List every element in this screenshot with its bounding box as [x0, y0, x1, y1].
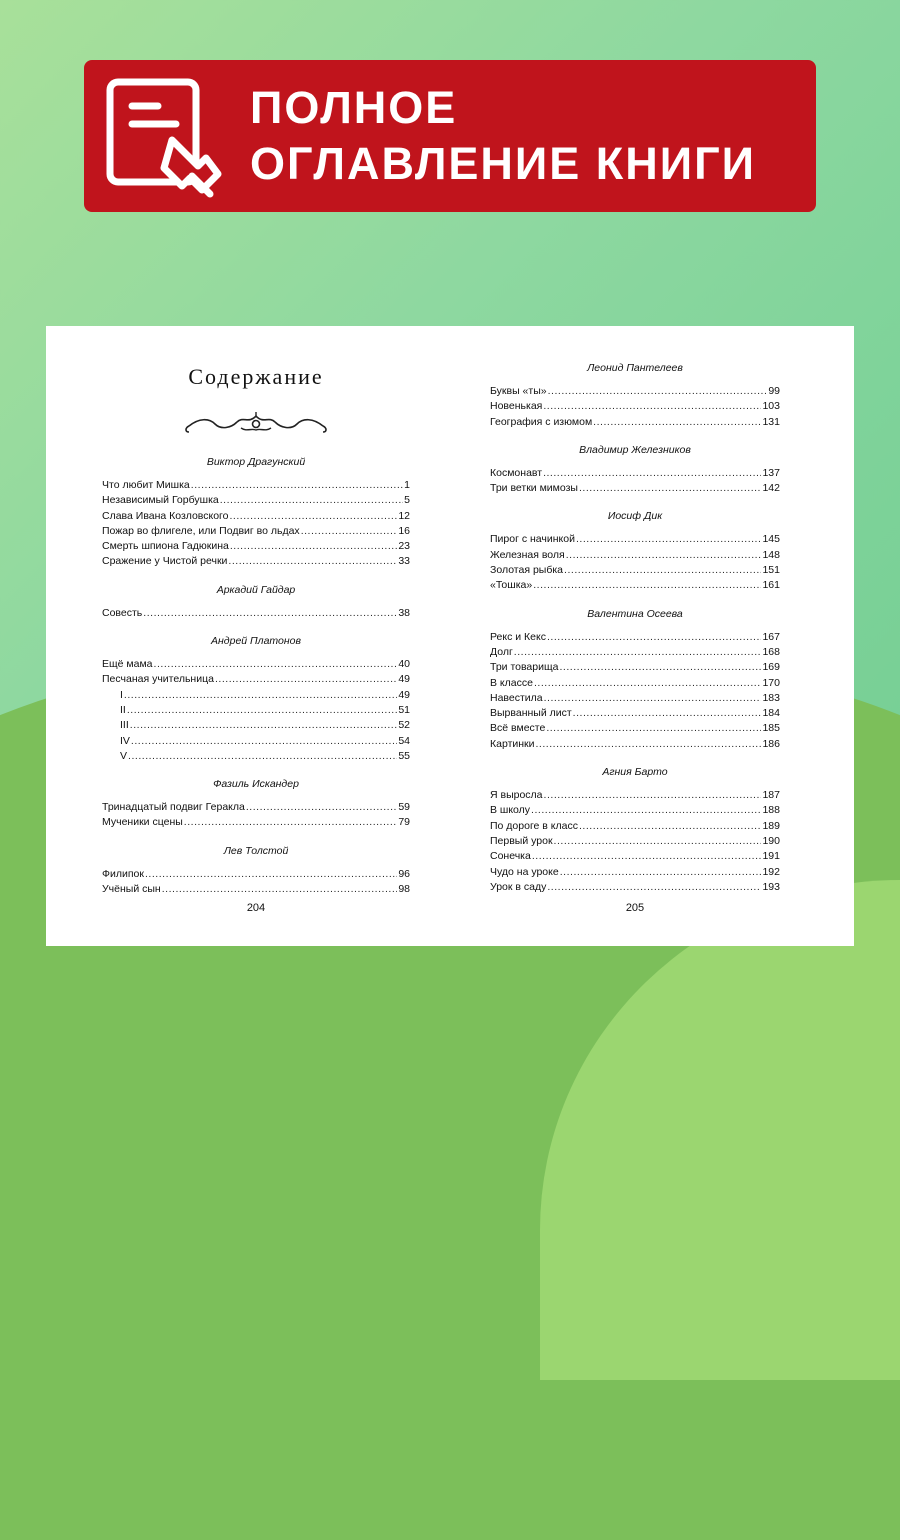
entry-page-number: 49: [398, 673, 410, 686]
entry-page-number: 16: [398, 524, 410, 537]
entry-title: Золотая рыбка: [490, 564, 564, 577]
toc-entry: [490, 466, 780, 481]
dot-leader: [573, 706, 762, 721]
entry-page-number: 38: [398, 606, 410, 619]
dot-leader: [554, 834, 762, 849]
entry-title: Космонавт: [490, 466, 543, 479]
entry-title: Чудо на уроке: [490, 865, 559, 878]
title-banner: [84, 60, 816, 212]
dot-leader: [162, 882, 398, 897]
dot-leader: [564, 563, 761, 578]
dot-leader: [532, 849, 762, 864]
dot-leader: [593, 415, 761, 430]
entry-title: Первый урок: [490, 834, 553, 847]
entry-page-number: 142: [762, 482, 780, 495]
entry-title: Пожар во флигеле, или Подвиг во льдах: [102, 524, 300, 537]
right-toc-list: [490, 362, 780, 895]
toc-entry: [102, 688, 410, 703]
dot-leader: [130, 718, 398, 733]
entry-title: В школу: [490, 804, 531, 817]
toc-entry: [490, 415, 780, 430]
dot-leader: [536, 737, 762, 752]
toc-entry: [490, 834, 780, 849]
banner-title-line2: ОГЛАВЛЕНИЕ КНИГИ: [250, 138, 756, 189]
entry-page-number: 191: [762, 850, 780, 863]
toc-entry: [102, 657, 410, 672]
toc-entry: [490, 706, 780, 721]
toc-entry: [102, 815, 410, 830]
toc-title: Содержание: [188, 364, 324, 389]
entry-title: География с изюмом: [490, 415, 593, 428]
toc-entry: [490, 481, 780, 496]
entry-title: Всё вместе: [490, 722, 546, 735]
left-toc-list: [102, 456, 410, 897]
entry-page-number: 23: [398, 540, 410, 553]
entry-title: Картинки: [490, 737, 535, 750]
entry-page-number: 193: [762, 880, 780, 893]
toc-entry: [102, 703, 410, 718]
toc-entry: [490, 532, 780, 547]
dot-leader: [145, 867, 397, 882]
entry-title: Ещё мама: [102, 658, 153, 671]
dot-leader: [576, 532, 762, 547]
dot-leader: [544, 691, 762, 706]
toc-entry: [102, 524, 410, 539]
dot-leader: [547, 630, 762, 645]
dot-leader: [154, 657, 398, 672]
entry-page-number: 79: [398, 816, 410, 829]
dot-leader: [230, 509, 398, 524]
document-hand-icon: [106, 78, 222, 198]
toc-entry: [102, 882, 410, 897]
dot-leader: [228, 554, 397, 569]
author-heading: Фазиль Искандер: [213, 778, 299, 791]
entry-title: Что любит Мишка: [102, 479, 190, 491]
toc-entry: [490, 691, 780, 706]
entry-page-number: 51: [398, 703, 410, 716]
author-heading: Лев Толстой: [223, 844, 289, 857]
dot-leader: [191, 478, 403, 493]
entry-title: Сонечка: [490, 850, 531, 863]
ornament-divider-icon: [181, 410, 331, 436]
entry-title: II: [120, 703, 126, 716]
entry-page-number: 5: [404, 494, 410, 507]
dot-leader: [534, 676, 762, 691]
dot-leader: [560, 865, 762, 880]
entry-page-number: 186: [762, 737, 780, 750]
toc-entry: [102, 672, 410, 687]
dot-leader: [230, 539, 397, 554]
banner-title-line1: ПОЛНОЕ: [250, 82, 458, 133]
toc-entry: [490, 384, 780, 399]
toc-entry: [490, 548, 780, 563]
entry-page-number: 167: [762, 630, 780, 643]
entry-title: Три ветки мимозы: [490, 482, 578, 495]
entry-page-number: 12: [398, 509, 410, 522]
dot-leader: [301, 524, 398, 539]
toc-entry: [490, 645, 780, 660]
dot-leader: [143, 606, 397, 621]
entry-page-number: 1: [404, 479, 410, 491]
dot-leader: [128, 749, 397, 764]
toc-entry: [102, 509, 410, 524]
entry-page-number: 161: [762, 579, 780, 592]
entry-title: Мученики сцены: [102, 816, 183, 829]
entry-title: Совесть: [102, 606, 143, 619]
dot-leader: [559, 660, 761, 675]
toc-entry: [102, 867, 410, 882]
entry-page-number: 170: [762, 676, 780, 689]
entry-title: IV: [120, 734, 130, 747]
dot-leader: [531, 803, 761, 818]
author-heading: Аркадий Гайдар: [216, 583, 296, 596]
toc-entry: [102, 800, 410, 815]
entry-title: Смерть шпиона Гадюкина: [102, 540, 229, 553]
dot-leader: [215, 672, 397, 687]
dot-leader: [579, 481, 762, 496]
entry-page-number: 54: [398, 734, 410, 747]
dot-leader: [544, 788, 762, 803]
entry-page-number: 190: [762, 834, 780, 847]
entry-page-number: 59: [398, 801, 410, 814]
entry-page-number: 99: [768, 385, 780, 397]
page-number-right: 205: [625, 902, 645, 914]
toc-entry: [102, 749, 410, 764]
toc-entry: [102, 493, 410, 508]
toc-entry: [490, 676, 780, 691]
entry-title: Независимый Горбушка: [102, 494, 219, 507]
entry-page-number: 169: [762, 661, 780, 674]
dot-leader: [124, 688, 397, 703]
author-heading: Виктор Драгунский: [206, 456, 306, 468]
entry-page-number: 49: [398, 688, 410, 701]
dot-leader: [546, 721, 761, 736]
dot-leader: [533, 578, 761, 593]
entry-title: I: [120, 688, 123, 701]
dot-leader: [127, 703, 397, 718]
toc-entry: [102, 718, 410, 733]
author-heading: Валентина Осеева: [587, 607, 683, 620]
toc-entry: [102, 539, 410, 554]
entry-title: Три товарища: [490, 661, 559, 674]
entry-title: Железная воля: [490, 548, 565, 561]
entry-page-number: 96: [398, 867, 410, 880]
author-heading: Леонид Пантелеев: [587, 362, 683, 374]
toc-entry: [490, 563, 780, 578]
entry-title: Урок в саду: [490, 880, 547, 893]
toc-entry: [102, 554, 410, 569]
entry-title: Я выросла: [490, 789, 543, 802]
entry-page-number: 98: [398, 883, 410, 896]
author-heading: Иосиф Дик: [607, 510, 663, 523]
entry-title: Учёный сын: [102, 883, 161, 896]
entry-page-number: 131: [762, 415, 780, 428]
entry-page-number: 103: [762, 400, 780, 413]
dot-leader: [548, 384, 768, 399]
dot-leader: [579, 819, 761, 834]
dot-leader: [543, 466, 761, 481]
entry-page-number: 187: [762, 789, 780, 802]
dot-leader: [543, 399, 761, 414]
entry-page-number: 188: [762, 804, 780, 817]
author-heading: Агния Барто: [602, 766, 668, 779]
entry-title: Навестила: [490, 691, 543, 704]
entry-page-number: 185: [762, 722, 780, 735]
entry-page-number: 183: [762, 691, 780, 704]
toc-entry: [490, 630, 780, 645]
entry-title: Вырванный лист: [490, 707, 572, 720]
dot-leader: [566, 548, 762, 563]
entry-title: V: [120, 749, 128, 762]
toc-entry: [490, 865, 780, 880]
toc-entry: [490, 819, 780, 834]
dot-leader: [246, 800, 397, 815]
entry-page-number: 192: [762, 865, 780, 878]
entry-title: В классе: [490, 676, 533, 689]
entry-page-number: 189: [762, 819, 780, 832]
entry-title: Тринадцатый подвиг Геракла: [102, 801, 245, 814]
toc-entry: [102, 606, 410, 621]
dot-leader: [514, 645, 762, 660]
entry-page-number: 55: [398, 749, 410, 762]
entry-title: Сражение у Чистой речки: [102, 555, 228, 568]
book-spread: [46, 326, 854, 946]
toc-entry: [490, 880, 780, 895]
toc-entry: [490, 578, 780, 593]
entry-page-number: 148: [762, 548, 780, 561]
author-heading: Владимир Железников: [579, 443, 691, 456]
entry-page-number: 33: [398, 555, 410, 568]
entry-page-number: 151: [762, 564, 780, 577]
dot-leader: [220, 493, 403, 508]
toc-entry: [490, 849, 780, 864]
entry-title: Буквы «ты»: [490, 385, 547, 397]
entry-title: Рекс и Кекс: [490, 630, 546, 643]
entry-title: «Тошка»: [490, 579, 533, 592]
entry-page-number: 137: [762, 466, 780, 479]
entry-title: Новенькая: [490, 400, 543, 413]
right-page: [490, 326, 780, 946]
toc-entry: [102, 734, 410, 749]
toc-entry: [490, 721, 780, 736]
entry-title: Пирог с начинкой: [490, 533, 575, 546]
toc-entry: [102, 478, 410, 493]
toc-entry: [490, 399, 780, 414]
entry-title: III: [120, 719, 129, 732]
entry-page-number: 52: [398, 719, 410, 732]
toc-entry: [490, 737, 780, 752]
entry-page-number: 184: [762, 707, 780, 720]
dot-leader: [184, 815, 398, 830]
entry-page-number: 168: [762, 645, 780, 658]
entry-title: Песчаная учительница: [102, 673, 214, 686]
entry-title: Филипок: [102, 867, 144, 880]
toc-entry: [490, 788, 780, 803]
author-heading: Андрей Платонов: [211, 635, 301, 648]
entry-title: По дороге в класс: [490, 819, 578, 832]
page-number-left: 204: [246, 902, 266, 914]
entry-title: Слава Ивана Козловского: [102, 509, 229, 522]
entry-page-number: 40: [398, 658, 410, 671]
entry-page-number: 145: [762, 533, 780, 546]
toc-entry: [490, 660, 780, 675]
entry-title: Долг: [490, 645, 513, 658]
dot-leader: [131, 734, 397, 749]
dot-leader: [547, 880, 761, 895]
toc-entry: [490, 803, 780, 818]
left-page: [102, 326, 410, 946]
